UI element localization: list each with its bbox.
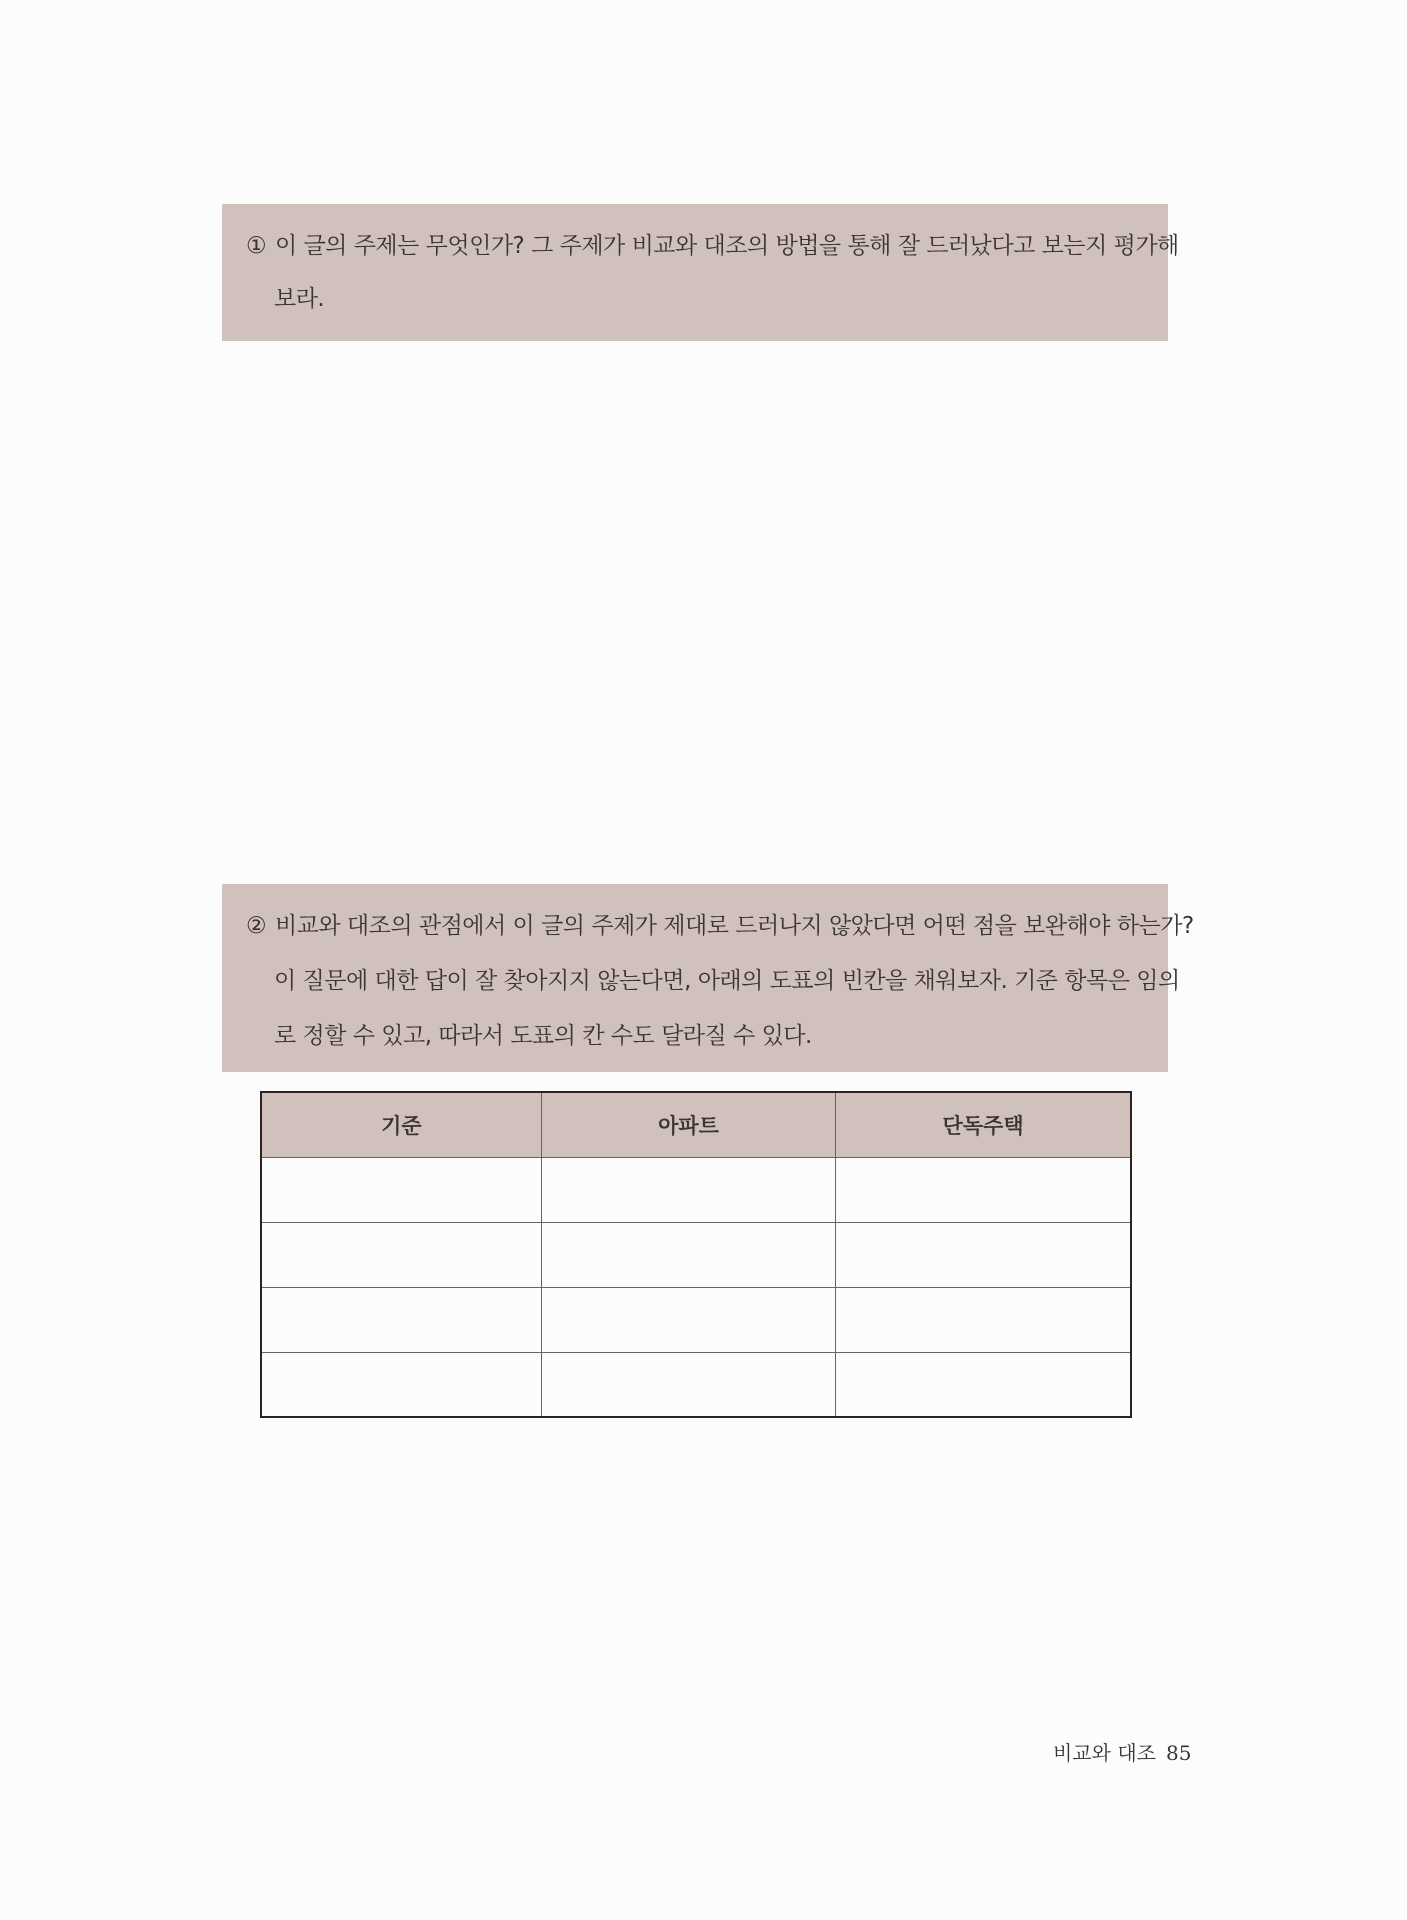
question-2-line-1	[246, 906, 1194, 946]
question-2-line-3	[246, 1016, 1144, 1056]
table-cell-criteria[interactable]	[261, 1352, 541, 1417]
footer-section-title: 비교와 대조	[1053, 1741, 1156, 1765]
question-1-text-2: 보라.	[274, 286, 325, 312]
header-criteria: 기준	[261, 1092, 541, 1157]
question-1-box	[222, 204, 1179, 341]
table-row	[261, 1287, 1131, 1352]
question-2-text-3: 로 정할 수 있고, 따라서 도표의 칸 수도 달라질 수 있다.	[274, 1023, 812, 1049]
table-header-row	[261, 1092, 1131, 1157]
header-detached-house: 단독주택	[836, 1092, 1131, 1157]
page-footer	[1053, 1737, 1191, 1766]
question-1-text-1: 이 글의 주제는 무엇인가? 그 주제가 비교와 대조의 방법을 통해 잘 드러났다고 보는지 평가해	[274, 233, 1179, 259]
table-cell-criteria[interactable]	[261, 1287, 541, 1352]
page-number: 85	[1165, 1741, 1192, 1765]
table-cell-detached-house[interactable]	[836, 1352, 1131, 1417]
table-cell-criteria[interactable]	[261, 1222, 541, 1287]
question-2-number: ②	[246, 913, 267, 939]
table-row	[261, 1157, 1131, 1222]
question-2-text-2: 이 질문에 대한 답이 잘 찾아지지 않는다면, 아래의 도표의 빈칸을 채워보자. 기준 항목은 임의	[274, 968, 1180, 994]
question-1-line-2	[246, 279, 1144, 319]
table-cell-detached-house[interactable]	[836, 1287, 1131, 1352]
table-cell-apartment[interactable]	[541, 1157, 835, 1222]
question-2-line-2	[246, 961, 1180, 1001]
question-2-text-1: 비교와 대조의 관점에서 이 글의 주제가 제대로 드러나지 않았다면 어떤 점을 보완해야 하는가?	[274, 913, 1194, 939]
table-row	[261, 1352, 1131, 1417]
table-cell-apartment[interactable]	[541, 1352, 835, 1417]
table-row	[261, 1222, 1131, 1287]
question-1-number: ①	[246, 233, 267, 259]
question-2-box	[222, 884, 1194, 1072]
comparison-table	[260, 1091, 1132, 1418]
table-cell-detached-house[interactable]	[836, 1157, 1131, 1222]
table-cell-detached-house[interactable]	[836, 1222, 1131, 1287]
question-1-line-1	[246, 226, 1179, 266]
table-cell-apartment[interactable]	[541, 1222, 835, 1287]
table-cell-criteria[interactable]	[261, 1157, 541, 1222]
header-apartment: 아파트	[541, 1092, 835, 1157]
table-cell-apartment[interactable]	[541, 1287, 835, 1352]
